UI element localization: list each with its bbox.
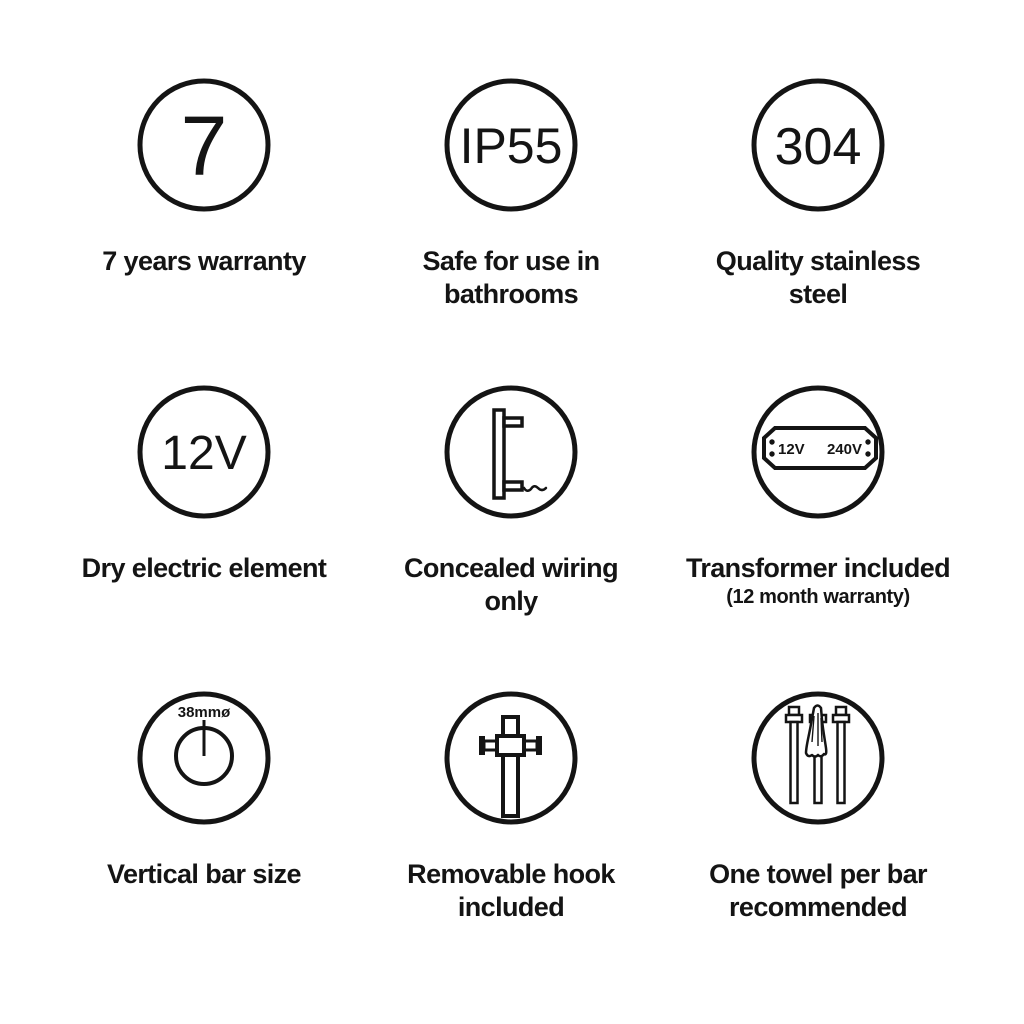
transformer-icon: [750, 384, 886, 520]
ip55-badge-icon: [443, 77, 579, 213]
steel-304-badge-icon: [750, 77, 886, 213]
ip55-badge-text: IP55: [459, 118, 563, 174]
steel-304-badge-text: 304: [774, 118, 862, 176]
feature-label: Removable hook included: [407, 859, 615, 922]
feature-concealed-wiring: [358, 384, 664, 618]
feature-label: One towel per bar recommended: [709, 859, 927, 922]
feature-towel-per-bar: [665, 690, 971, 924]
feature-transformer: [665, 384, 971, 610]
feature-label: Quality stainless steel: [715, 246, 921, 309]
feature-warranty: [51, 77, 357, 278]
feature-label: Concealed wiring only: [404, 553, 618, 616]
warranty-badge-icon: [136, 77, 272, 213]
12v-badge-text: 12V: [161, 427, 247, 480]
feature-stainless-steel: [665, 77, 971, 311]
feature-label: Safe for use in bathrooms: [422, 246, 600, 309]
transformer-12v-text: 12V: [778, 441, 805, 458]
feature-removable-hook: [358, 690, 664, 924]
transformer-240v-text: 240V: [826, 441, 862, 458]
feature-label: Transformer included (12 month warranty): [685, 553, 951, 608]
feature-sublabel: (12 month warranty): [726, 586, 910, 608]
concealed-wiring-icon: [443, 384, 579, 520]
removable-hook-icon: [443, 690, 579, 826]
bar-diameter-text: 38mmø: [177, 704, 231, 721]
feature-bathroom-safe: [358, 77, 664, 311]
feature-label: 7 years warranty: [102, 246, 306, 276]
towel-bars-icon: [750, 690, 886, 826]
feature-label: Dry electric element: [81, 553, 327, 583]
feature-dry-element: [51, 384, 357, 585]
feature-label: Vertical bar size: [107, 859, 301, 889]
bar-diameter-icon: [136, 690, 272, 826]
12v-badge-icon: [136, 384, 272, 520]
feature-bar-size: [51, 690, 357, 891]
warranty-badge-text: 7: [180, 99, 228, 193]
